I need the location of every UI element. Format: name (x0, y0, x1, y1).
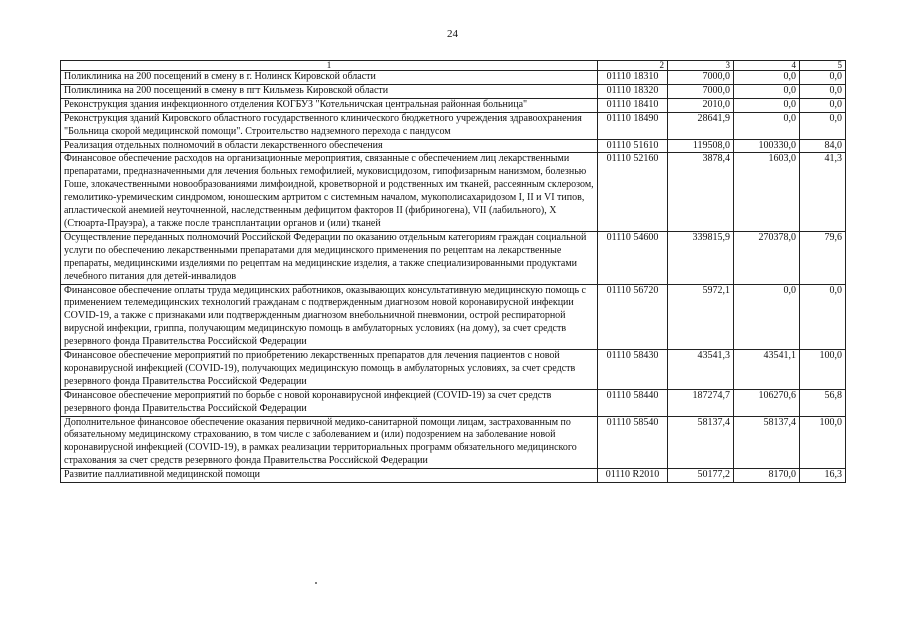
table-row (61, 139, 846, 153)
row-value-col3: 119508,0 (668, 139, 734, 153)
row-value-col5: 0,0 (800, 71, 846, 85)
row-value-col4: 0,0 (734, 284, 800, 350)
table-header-row (61, 61, 846, 71)
row-value-col5: 56,8 (800, 389, 846, 416)
row-name: Финансовое обеспечение мероприятий по борьбе с новой коронавирусной инфекцией (COVID-19) за счет средств резервного фонда Правительства Российской Федерации (61, 389, 598, 416)
row-value-col4: 0,0 (734, 112, 800, 139)
row-value-col3: 7000,0 (668, 71, 734, 85)
row-name: Финансовое обеспечение оплаты труда медицинских работников, оказывающих консультативную медицинскую помощь с применением телемедицинских технологий гражданам с подтвержденным диагнозом новой коронавирусной инфекции COVID-19, а также с признаками или подтвержденным диагнозом внебольничной пневмонии, острой респираторной вирусной инфекции, гриппа, получающим медицинскую помощь в амбулаторных условиях (на дому), за счет средств резервного фонда Правительства Российской Федерации (61, 284, 598, 350)
row-code: 01110 51610 (598, 139, 668, 153)
row-value-col4: 0,0 (734, 84, 800, 98)
row-value-col3: 187274,7 (668, 389, 734, 416)
row-value-col4: 270378,0 (734, 231, 800, 284)
row-name: Реконструкция зданий Кировского областного государственного клинического бюджетного учреждения здравоохранения "Больница скорой медицинской помощи". Строительство надземного перехода с пандусом (61, 112, 598, 139)
row-name: Финансовое обеспечение мероприятий по приобретению лекарственных препаратов для лечения пациентов с новой коронавирусной инфекцией (COVID-19), получающих медицинскую помощь в амбулаторных условиях, за счет средств резервного фонда Правительства Российской Федерации (61, 350, 598, 390)
scan-dot (315, 582, 317, 584)
row-name: Дополнительное финансовое обеспечение оказания первичной медико-санитарной помощи лицам, застрахованным по обязательному медицинскому страхованию, в том числе с заболеванием и (или) подозрением на заболевание новой коронавирусной инфекцией (COVID-19), в рамках реализации территориальных программ обязательного медицинского страхования за счет средств резервного фонда Правительства Российской Федерации (61, 416, 598, 469)
row-value-col5: 0,0 (800, 84, 846, 98)
table-row (61, 98, 846, 112)
header-col-1: 1 (61, 61, 598, 71)
row-value-col5: 0,0 (800, 284, 846, 350)
row-code: 01110 18320 (598, 84, 668, 98)
budget-table (60, 60, 846, 483)
row-value-col3: 43541,3 (668, 350, 734, 390)
row-value-col5: 16,3 (800, 469, 846, 483)
row-value-col5: 84,0 (800, 139, 846, 153)
header-col-2: 2 (598, 61, 668, 71)
row-value-col3: 58137,4 (668, 416, 734, 469)
row-value-col5: 0,0 (800, 98, 846, 112)
row-value-col3: 3878,4 (668, 153, 734, 231)
row-value-col3: 5972,1 (668, 284, 734, 350)
row-name: Поликлиника на 200 посещений в смену в пгт Кильмезь Кировской области (61, 84, 598, 98)
table-row (61, 389, 846, 416)
table-row (61, 350, 846, 390)
table-row (61, 416, 846, 469)
row-code: 01110 18490 (598, 112, 668, 139)
row-value-col5: 100,0 (800, 350, 846, 390)
row-value-col4: 106270,6 (734, 389, 800, 416)
row-value-col4: 43541,1 (734, 350, 800, 390)
row-code: 01110 52160 (598, 153, 668, 231)
row-code: 01110 18310 (598, 71, 668, 85)
row-name: Финансовое обеспечение расходов на организационные мероприятия, связанные с обеспечением лиц лекарственными препаратами, предназначенными для лечения больных гемофилией, муковисцидозом, гипофизарным нанизмом, болезнью Гоше, злокачественными новообразованиями лимфоидной, кроветворной и родственных им тканей, рассеянным склерозом, гемолитико-уремическим синдромом, юношеским артритом с системным началом, мукополисахаридозом I, II и VI типов, апластической анемией неуточненной, наследственным дефицитом факторов II (фибриногена), VII (лабильного), X (Стюарта-Прауэра), а также после трансплантации органов и (или) тканей (61, 153, 598, 231)
row-name: Поликлиника на 200 посещений в смену в г. Нолинск Кировской области (61, 71, 598, 85)
row-code: 01110 56720 (598, 284, 668, 350)
row-name: Реализация отдельных полномочий в области лекарственного обеспечения (61, 139, 598, 153)
row-code: 01110 58540 (598, 416, 668, 469)
row-code: 01110 54600 (598, 231, 668, 284)
page-number: 24 (447, 28, 458, 40)
row-code: 01110 R2010 (598, 469, 668, 483)
row-value-col4: 1603,0 (734, 153, 800, 231)
table-row (61, 84, 846, 98)
row-value-col4: 0,0 (734, 71, 800, 85)
row-value-col5: 0,0 (800, 112, 846, 139)
row-value-col3: 2010,0 (668, 98, 734, 112)
row-name: Осуществление переданных полномочий Российской Федерации по оказанию отдельным категориям граждан социальной услуги по обеспечению лекарственными препаратами для медицинского применения по рецептам на лекарственные препараты, медицинскими изделиями по рецептам на медицинские изделия, а также специализированными продуктами лечебного питания для детей-инвалидов (61, 231, 598, 284)
row-name: Реконструкция здания инфекционного отделения КОГБУЗ "Котельничская центральная районная больница" (61, 98, 598, 112)
row-value-col4: 58137,4 (734, 416, 800, 469)
row-code: 01110 18410 (598, 98, 668, 112)
table-row (61, 71, 846, 85)
row-value-col3: 28641,9 (668, 112, 734, 139)
row-value-col4: 100330,0 (734, 139, 800, 153)
row-value-col3: 7000,0 (668, 84, 734, 98)
row-code: 01110 58430 (598, 350, 668, 390)
table-row (61, 231, 846, 284)
table-row (61, 284, 846, 350)
row-name: Развитие паллиативной медицинской помощи (61, 469, 598, 483)
row-value-col5: 79,6 (800, 231, 846, 284)
row-value-col5: 100,0 (800, 416, 846, 469)
header-col-3: 3 (668, 61, 734, 71)
row-value-col5: 41,3 (800, 153, 846, 231)
table-row (61, 112, 846, 139)
header-col-5: 5 (800, 61, 846, 71)
table-row (61, 469, 846, 483)
row-value-col4: 0,0 (734, 98, 800, 112)
row-code: 01110 58440 (598, 389, 668, 416)
table-row (61, 153, 846, 231)
row-value-col3: 50177,2 (668, 469, 734, 483)
row-value-col4: 8170,0 (734, 469, 800, 483)
header-col-4: 4 (734, 61, 800, 71)
row-value-col3: 339815,9 (668, 231, 734, 284)
